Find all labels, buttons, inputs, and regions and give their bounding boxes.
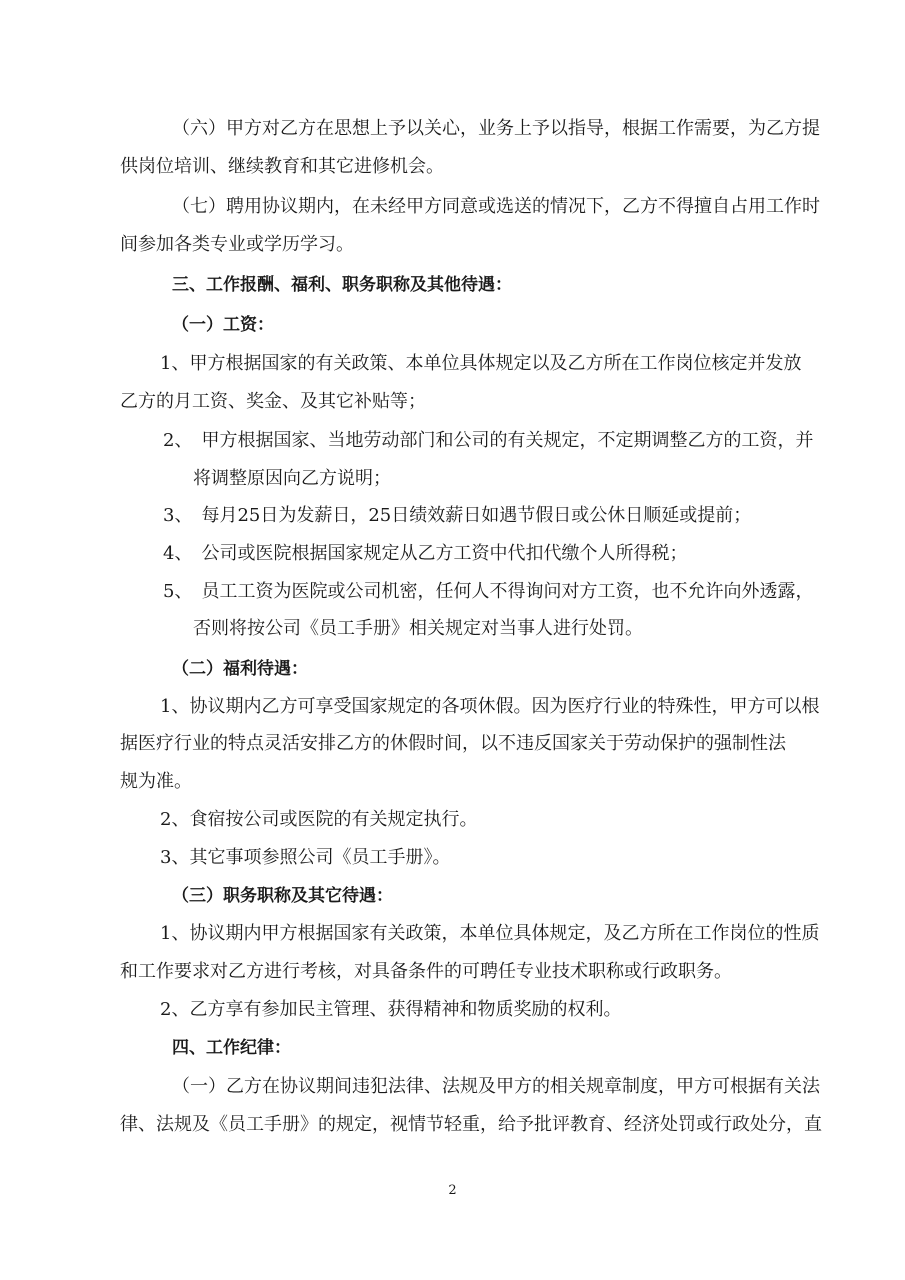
paragraph-line: 1、甲方根据国家的有关政策、本单位具体规定以及乙方所在工作岗位核定并发放 <box>160 353 802 374</box>
paragraph-line: 否则将按公司《员工手册》相关规定对当事人进行处罚。 <box>193 618 643 639</box>
paragraph-line: （七）聘用协议期内，在未经甲方同意或选送的情况下，乙方不得擅自占用工作时 <box>172 196 820 217</box>
list-item: 2、 甲方根据国家、当地劳动部门和公司的有关规定，不定期调整乙方的工资，并 <box>163 430 814 451</box>
paragraph-line: 律、法规及《员工手册》的规定，视情节轻重，给予批评教育、经济处罚或行政处分，直 <box>120 1114 822 1135</box>
subsection-heading: （三）职务职称及其它待遇： <box>172 886 393 906</box>
paragraph-line: 间参加各类专业或学历学习。 <box>120 234 354 255</box>
paragraph-line: （一）乙方在协议期间违犯法律、法规及甲方的相关规章制度，甲方可根据有关法 <box>172 1076 820 1097</box>
subsection-heading: （一）工资： <box>172 315 274 335</box>
paragraph-line: 据医疗行业的特点灵活安排乙方的休假时间，以不违反国家关于劳动保护的强制性法 <box>120 733 786 754</box>
section-heading: 三、工作报酬、福利、职务职称及其他待遇： <box>172 275 512 295</box>
paragraph-line: 2、乙方享有参加民主管理、获得精神和物质奖励的权利。 <box>160 999 622 1020</box>
paragraph-line: 将调整原因向乙方说明； <box>193 468 391 489</box>
paragraph-line: 和工作要求对乙方进行考核，对具备条件的可聘任专业技术职称或行政职务。 <box>120 961 732 982</box>
paragraph-line: 1、协议期内乙方可享受国家规定的各项休假。因为医疗行业的特殊性，甲方可以根 <box>160 696 820 717</box>
paragraph-line: 3、其它事项参照公司《员工手册》。 <box>160 847 451 868</box>
paragraph-line: （六）甲方对乙方在思想上予以关心，业务上予以指导，根据工作需要，为乙方提 <box>172 118 820 139</box>
list-item: 5、 员工工资为医院或公司机密，任何人不得询问对方工资，也不允许向外透露， <box>163 581 814 602</box>
subsection-heading: （二）福利待遇： <box>172 659 308 679</box>
section-heading: 四、工作纪律： <box>172 1038 291 1058</box>
paragraph-line: 供岗位培训、继续教育和其它进修机会。 <box>120 156 444 177</box>
paragraph-line: 1、协议期内甲方根据国家有关政策，本单位具体规定，及乙方所在工作岗位的性质 <box>160 923 820 944</box>
paragraph-line: 规为准。 <box>120 771 192 792</box>
paragraph-line: 2、食宿按公司或医院的有关规定执行。 <box>160 809 478 830</box>
list-item: 3、 每月25日为发薪日，25日绩效薪日如遇节假日或公休日顺延或提前； <box>163 505 752 526</box>
list-item: 4、 公司或医院根据国家规定从乙方工资中代扣代缴个人所得税； <box>163 543 688 564</box>
paragraph-line: 乙方的月工资、奖金、及其它补贴等； <box>120 391 426 412</box>
page-number: 2 <box>448 1183 457 1198</box>
